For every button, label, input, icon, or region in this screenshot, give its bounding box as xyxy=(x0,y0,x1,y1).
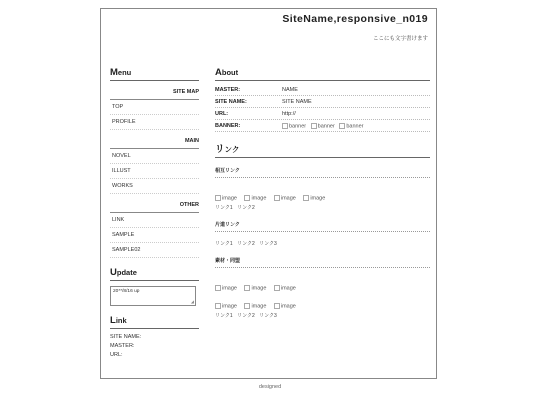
sidebar xyxy=(110,67,199,360)
banner-list xyxy=(282,123,366,129)
update-text: 20**/8/16 up xyxy=(113,289,140,294)
link-master: MASTER: xyxy=(110,343,135,349)
material-images-row-2 xyxy=(215,294,430,312)
mutual-links-heading: 相互リンク xyxy=(215,167,430,178)
broken-image-icon xyxy=(311,123,317,129)
broken-image-icon xyxy=(244,303,250,309)
text-link[interactable]: リンク3 xyxy=(259,313,277,320)
update-heading: Update xyxy=(110,267,199,281)
link-image[interactable]: image xyxy=(244,195,266,201)
material-text-links xyxy=(215,312,430,319)
about-key: BANNER: xyxy=(215,123,241,129)
mutual-images xyxy=(215,186,430,204)
sidebar-item-sample02[interactable]: SAMPLE02 xyxy=(110,243,199,258)
text-link[interactable]: リンク1 xyxy=(215,205,233,212)
sidebar-item-link[interactable]: LINK xyxy=(110,213,199,228)
about-key: URL: xyxy=(215,111,229,117)
text-link[interactable]: リンク1 xyxy=(215,241,233,248)
link-image[interactable]: image xyxy=(274,303,296,309)
text-link[interactable]: リンク2 xyxy=(237,205,255,212)
sidebar-item-profile[interactable]: PROFILE xyxy=(110,115,199,130)
banner-image[interactable]: banner xyxy=(339,123,363,129)
link-image[interactable]: image xyxy=(303,195,325,201)
about-key: MASTER: xyxy=(215,87,241,93)
tagline: ここにも文字書けます xyxy=(372,36,428,42)
broken-image-icon xyxy=(215,195,221,201)
mutual-text-links xyxy=(215,204,430,211)
oneway-links-heading: 片道リンク xyxy=(215,221,430,232)
broken-image-icon xyxy=(244,195,250,201)
main-heading: MAIN xyxy=(110,138,199,149)
about-row-url xyxy=(215,108,430,120)
about-value: SITE NAME xyxy=(282,99,312,105)
text-link[interactable]: リンク3 xyxy=(259,241,277,248)
link-image[interactable]: image xyxy=(215,303,237,309)
about-heading: About xyxy=(215,67,430,81)
about-row-banner xyxy=(215,120,430,132)
menu-heading: Menu xyxy=(110,67,199,81)
sidebar-item-illust[interactable]: ILLUST xyxy=(110,164,199,179)
about-row-site-name xyxy=(215,96,430,108)
text-link[interactable]: リンク1 xyxy=(215,313,233,320)
sitemap-heading: SITE MAP xyxy=(110,89,199,100)
text-link[interactable]: リンク2 xyxy=(237,241,255,248)
site-title[interactable]: SiteName,responsive_n019 xyxy=(282,13,428,25)
broken-image-icon xyxy=(274,285,280,291)
banner-image[interactable]: banner xyxy=(311,123,335,129)
main-content xyxy=(215,67,430,319)
banner-image[interactable]: banner xyxy=(282,123,306,129)
broken-image-icon xyxy=(282,123,288,129)
update-textarea[interactable] xyxy=(110,286,196,306)
oneway-text-links xyxy=(215,240,430,247)
broken-image-icon xyxy=(303,195,309,201)
broken-image-icon xyxy=(215,285,221,291)
link-url: URL: xyxy=(110,352,123,358)
text-link[interactable]: リンク2 xyxy=(237,313,255,320)
link-image[interactable]: image xyxy=(215,285,237,291)
other-heading: OTHER xyxy=(110,202,199,213)
broken-image-icon xyxy=(215,303,221,309)
sidebar-item-novel[interactable]: NOVEL xyxy=(110,149,199,164)
link-image[interactable]: image xyxy=(215,195,237,201)
page-frame xyxy=(100,8,437,379)
about-row-master xyxy=(215,84,430,96)
link-heading: Link xyxy=(110,315,199,329)
about-value: NAME xyxy=(282,87,298,93)
about-key: SITE NAME: xyxy=(215,99,247,105)
broken-image-icon xyxy=(244,285,250,291)
link-site-name: SITE NAME: xyxy=(110,334,142,340)
links-heading: リンク xyxy=(215,141,430,158)
material-images-row-1 xyxy=(215,276,430,294)
link-image[interactable]: image xyxy=(244,303,266,309)
broken-image-icon xyxy=(339,123,345,129)
material-links-heading: 素材・同盟 xyxy=(215,257,430,268)
link-image[interactable]: image xyxy=(274,285,296,291)
resize-grip-icon[interactable]: ◢ xyxy=(190,299,194,304)
broken-image-icon xyxy=(274,303,280,309)
sidebar-item-top[interactable]: TOP xyxy=(110,100,199,115)
sidebar-item-sample[interactable]: SAMPLE xyxy=(110,228,199,243)
broken-image-icon xyxy=(274,195,280,201)
footer-credit[interactable]: designed xyxy=(258,384,282,390)
sidebar-item-works[interactable]: WORKS xyxy=(110,179,199,194)
about-value[interactable]: http:// xyxy=(282,111,296,117)
link-image[interactable]: image xyxy=(244,285,266,291)
link-image[interactable]: image xyxy=(274,195,296,201)
